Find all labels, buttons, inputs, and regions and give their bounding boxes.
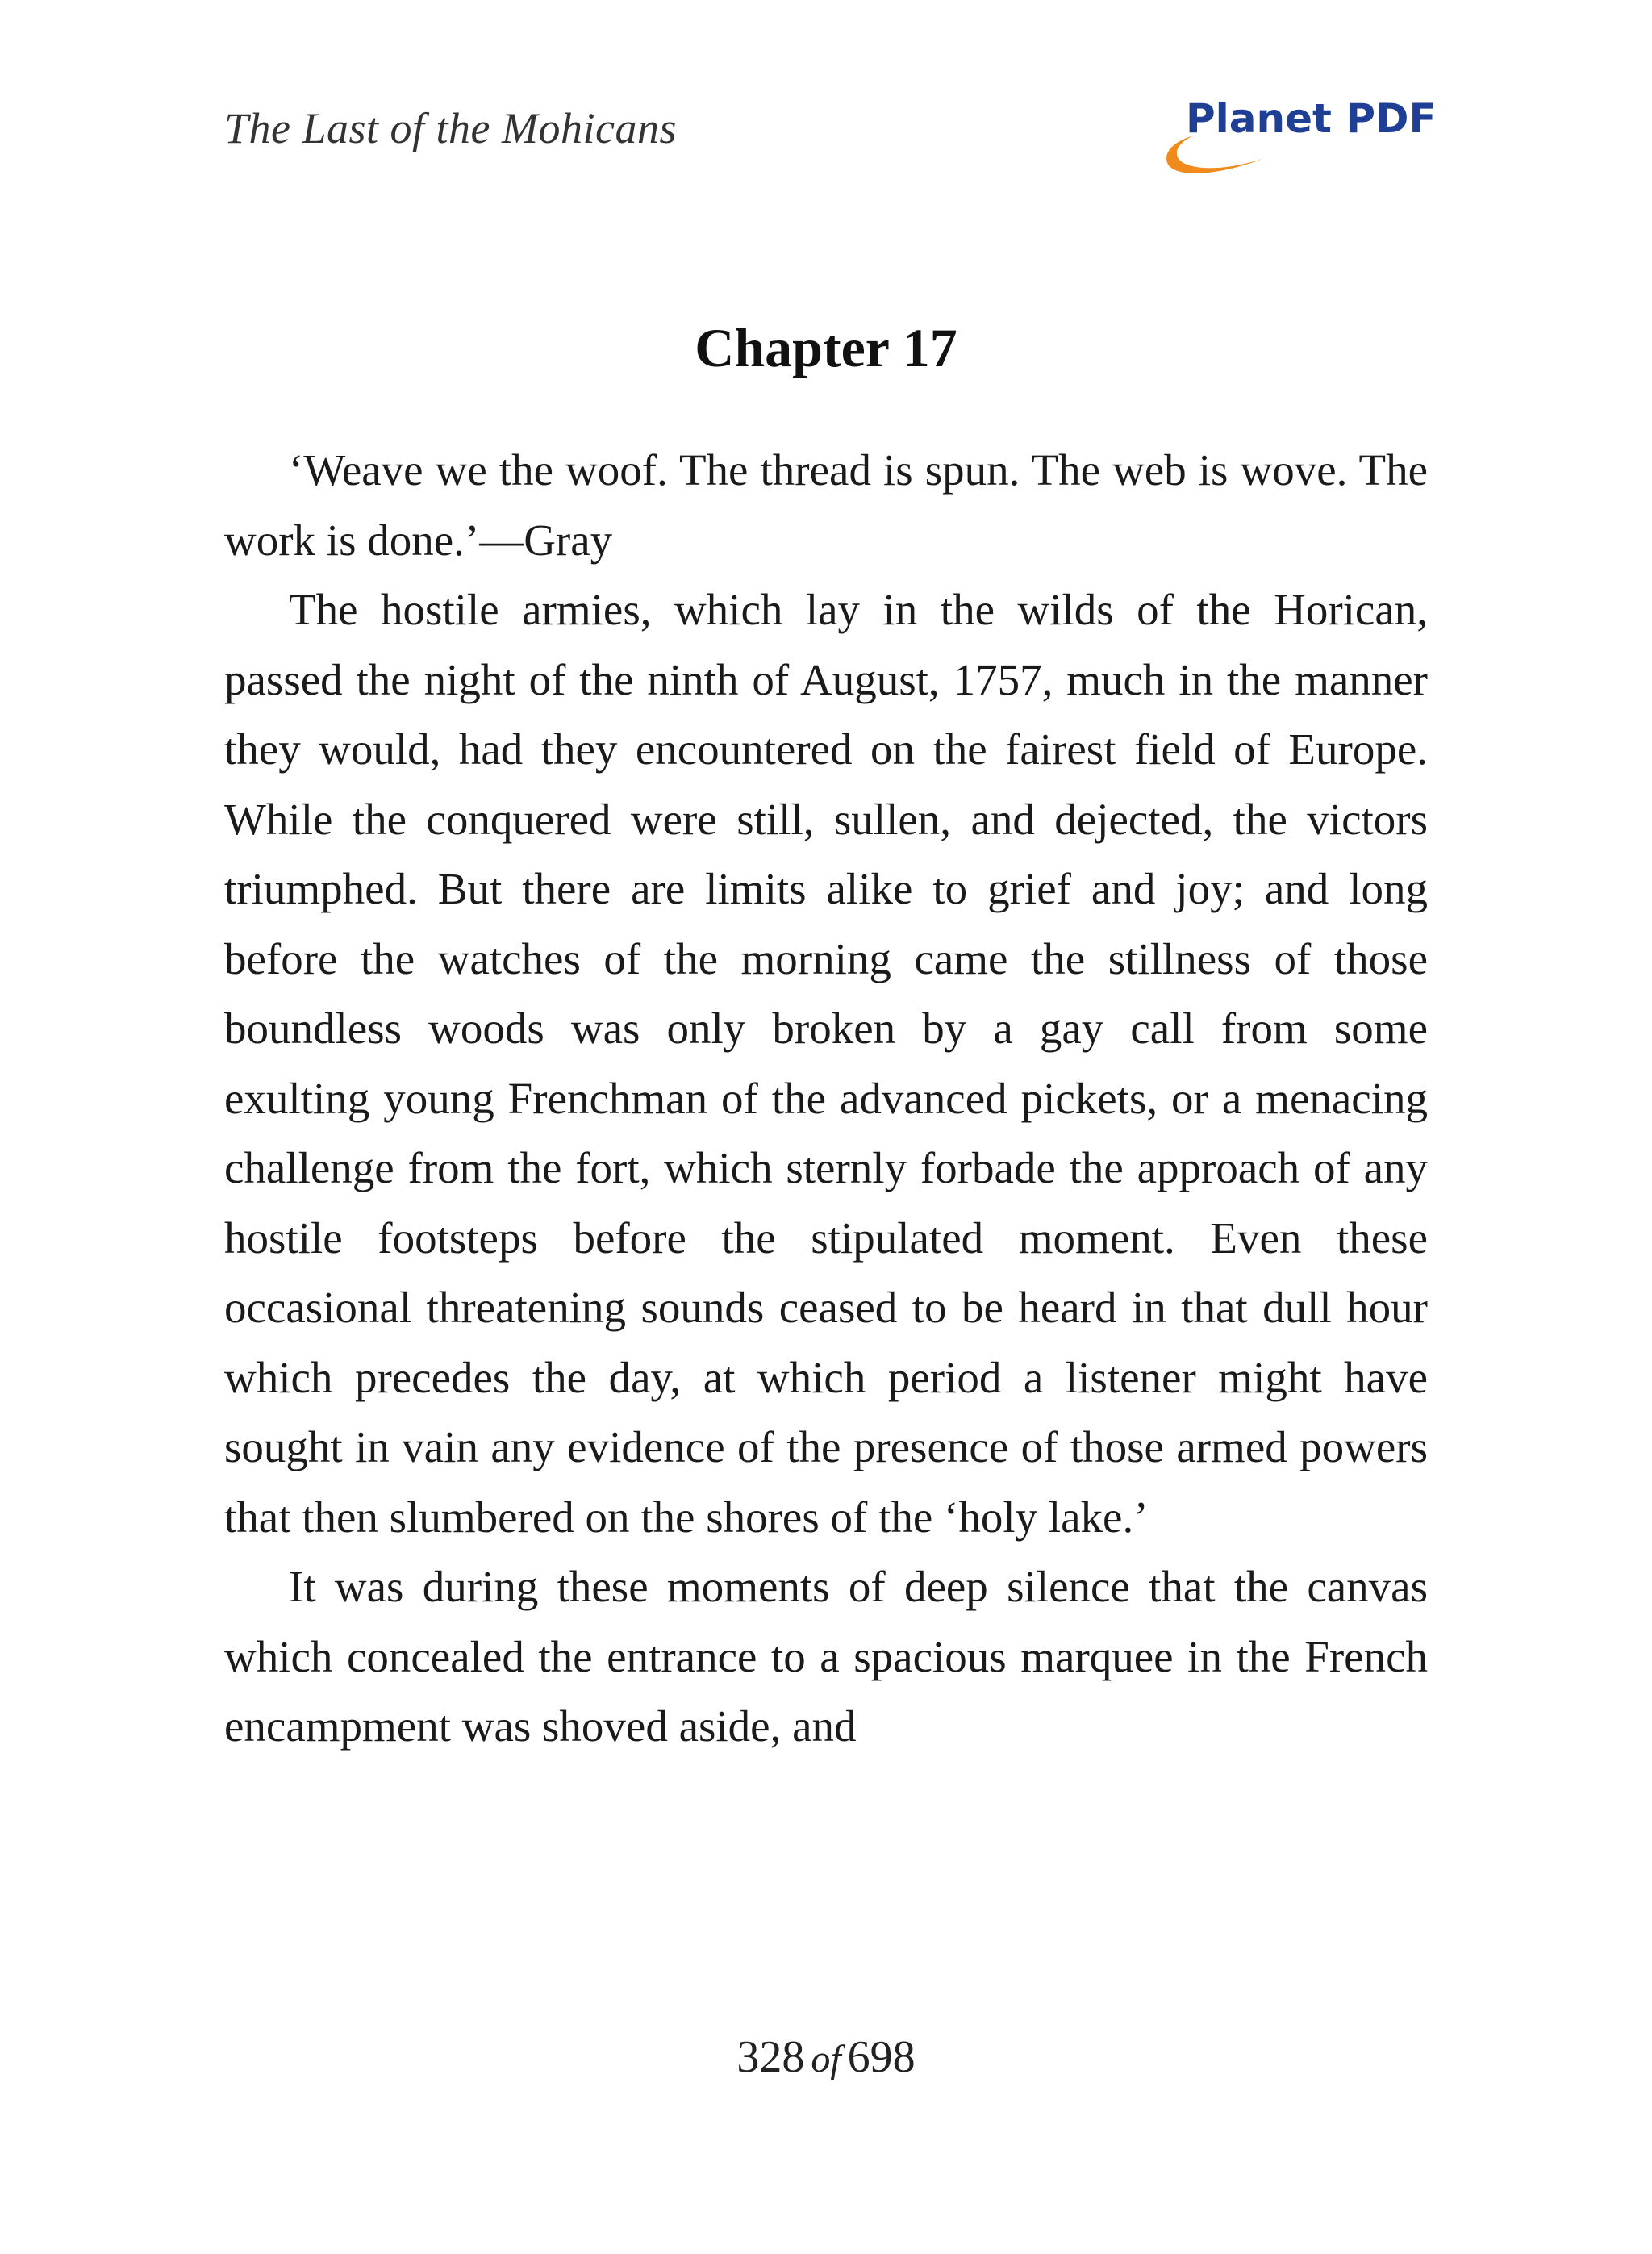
chapter-title: Chapter 17: [695, 317, 957, 378]
current-page: 328: [736, 2032, 805, 2082]
paragraph: The hostile armies, which lay in the wilds of the Horican, passed the night of the ninth of August, 1757, much in the manner they would, had they encountered on the fairest field of Europe. While the conquered were still, sullen, and dejected, the victors triumphed. But there are limits alike to grief and joy; and long before the watches of the morning came the stillness of those boundless woods was only broken by a gay call from some exulting young Frenchman of the advanced pickets, or a menacing challenge from the fort, which sternly forbade the approach of any hostile footsteps before the stipulated moment. Even these occasional threatening sounds ceased to be heard in that dull hour which precedes the day, at which period a listener might have sought in vain any evidence of the presence of those armed powers that then slumbered on the shores of the ‘holy lake.’: [224, 585, 1428, 1542]
page-number: [0, 2031, 1652, 2083]
total-pages: 698: [847, 2032, 916, 2082]
running-title: The Last of the Mohicans: [224, 104, 677, 152]
logo-word-planet: Planet: [1186, 95, 1332, 142]
planet-pdf-logo: [1162, 95, 1437, 176]
logo-word-pdf: PDF: [1345, 95, 1437, 142]
page-of-word: of: [811, 2038, 841, 2081]
paragraph: It was during these moments of deep silence that the canvas which concealed the entrance to a spacious marquee in the French encampment was shoved aside, and: [224, 1562, 1428, 1751]
body-text: [224, 436, 1428, 1762]
paragraph-epigraph: ‘Weave we the woof. The thread is spun. The web is wove. The work is done.’—Gray: [224, 445, 1428, 565]
